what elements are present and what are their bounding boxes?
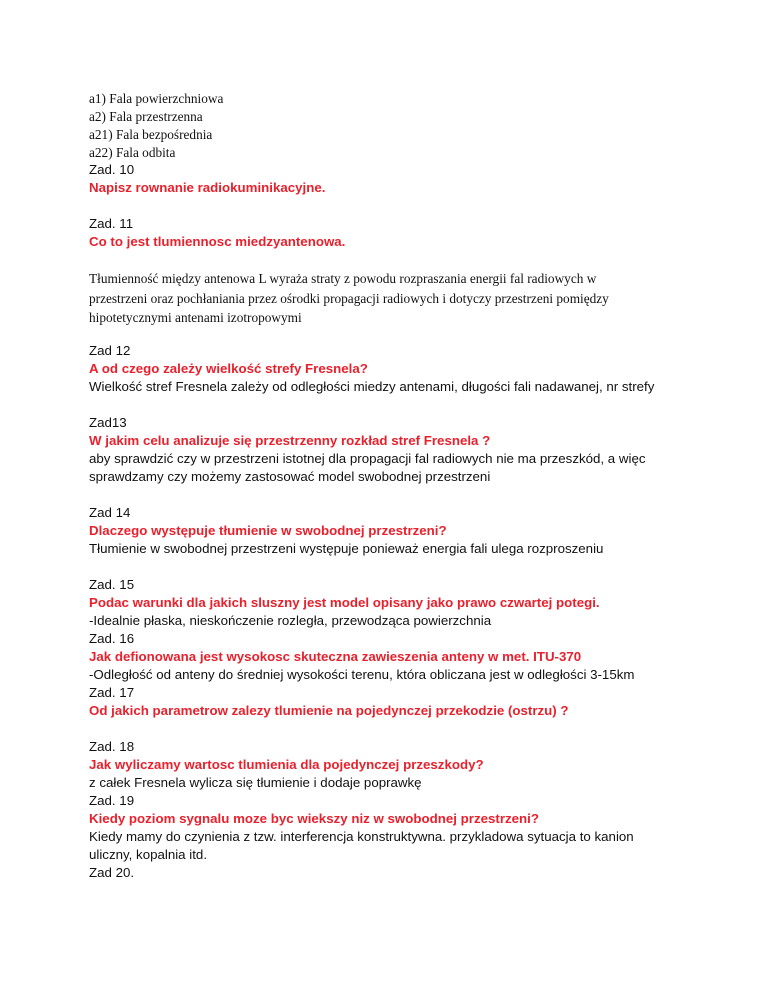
task-14-question: Dlaczego występuje tłumienie w swobodnej przestrzeni? (89, 523, 447, 538)
list-item-a2: a2) Fala przestrzenna (89, 109, 203, 124)
task-11-answer-line-1: Tłumienność między antenowa L wyraża straty z powodu rozpraszania energii fal radiowych w (89, 271, 597, 286)
task-20-heading: Zad 20. (89, 865, 135, 880)
task-19-answer-line-2: uliczny, kopalnia itd. (89, 847, 208, 862)
task-16-heading: Zad. 16 (89, 631, 135, 646)
task-16-question: Jak defionowana jest wysokosc skuteczna zawieszenia anteny w met. ITU-370 (89, 649, 582, 664)
task-18-question: Jak wyliczamy wartosc tlumienia dla pojedynczej przeszkody? (89, 757, 484, 772)
task-11-heading: Zad. 11 (89, 216, 134, 231)
task-11-question: Co to jest tlumiennosc miedzyantenowa. (89, 234, 346, 249)
task-19-answer-line-1: Kiedy mamy do czynienia z tzw. interferencja konstruktywna. przykladowa sytuacja to kanion (89, 829, 634, 844)
task-11-answer-line-2: przestrzeni oraz pochłaniania przez ośrodki propagacji radiowych i dotyczy przestrzeni pomiędzy (89, 291, 609, 306)
task-15-heading: Zad. 15 (89, 577, 135, 592)
task-17-heading: Zad. 17 (89, 685, 135, 700)
task-19-heading: Zad. 19 (89, 793, 135, 808)
task-13-answer-line-2: sprawdzamy czy możemy zastosować model swobodnej przestrzeni (89, 469, 491, 484)
task-19-question: Kiedy poziom sygnalu moze byc wiekszy niz w swobodnej przestrzeni? (89, 811, 539, 826)
list-item-a21: a21) Fala bezpośrednia (89, 127, 213, 142)
task-18-heading: Zad. 18 (89, 739, 135, 754)
task-10-question: Napisz rownanie radiokuminikacyjne. (89, 180, 326, 195)
task-12-heading: Zad 12 (89, 343, 131, 358)
task-10-heading: Zad. 10 (89, 162, 135, 177)
task-16-answer: -Odległość od anteny do średniej wysokości terenu, która obliczana jest w odległości 3-15km (89, 667, 635, 682)
task-13-answer-line-1: aby sprawdzić czy w przestrzeni istotnej dla propagacji fal radiowych nie ma przeszkód, a więc (89, 451, 646, 466)
task-14-answer: Tłumienie w swobodnej przestrzeni występuje ponieważ energia fali ulega rozproszeniu (89, 541, 604, 556)
task-11-answer-line-3: hipotetycznymi antenami izotropowymi (89, 310, 302, 325)
task-18-answer: z całek Fresnela wylicza się tłumienie i dodaje poprawkę (89, 775, 422, 790)
task-17-question: Od jakich parametrow zalezy tlumienie na pojedynczej przekodzie (ostrzu) ? (89, 703, 569, 718)
task-13-question: W jakim celu analizuje się przestrzenny rozkład stref Fresnela ? (89, 433, 491, 448)
task-13-heading: Zad13 (89, 415, 127, 430)
list-item-a22: a22) Fala odbita (89, 145, 176, 160)
list-item-a1: a1) Fala powierzchniowa (89, 91, 224, 106)
task-12-answer: Wielkość stref Fresnela zależy od odległości miedzy antenami, długości fali nadawanej, nr strefy (89, 379, 655, 394)
task-14-heading: Zad 14 (89, 505, 131, 520)
task-15-question: Podac warunki dla jakich sluszny jest model opisany jako prawo czwartej potegi. (89, 595, 600, 610)
task-12-question: A od czego zależy wielkość strefy Fresnela? (89, 361, 368, 376)
task-15-answer: -Idealnie płaska, nieskończenie rozległa, przewodząca powierzchnia (89, 613, 492, 628)
